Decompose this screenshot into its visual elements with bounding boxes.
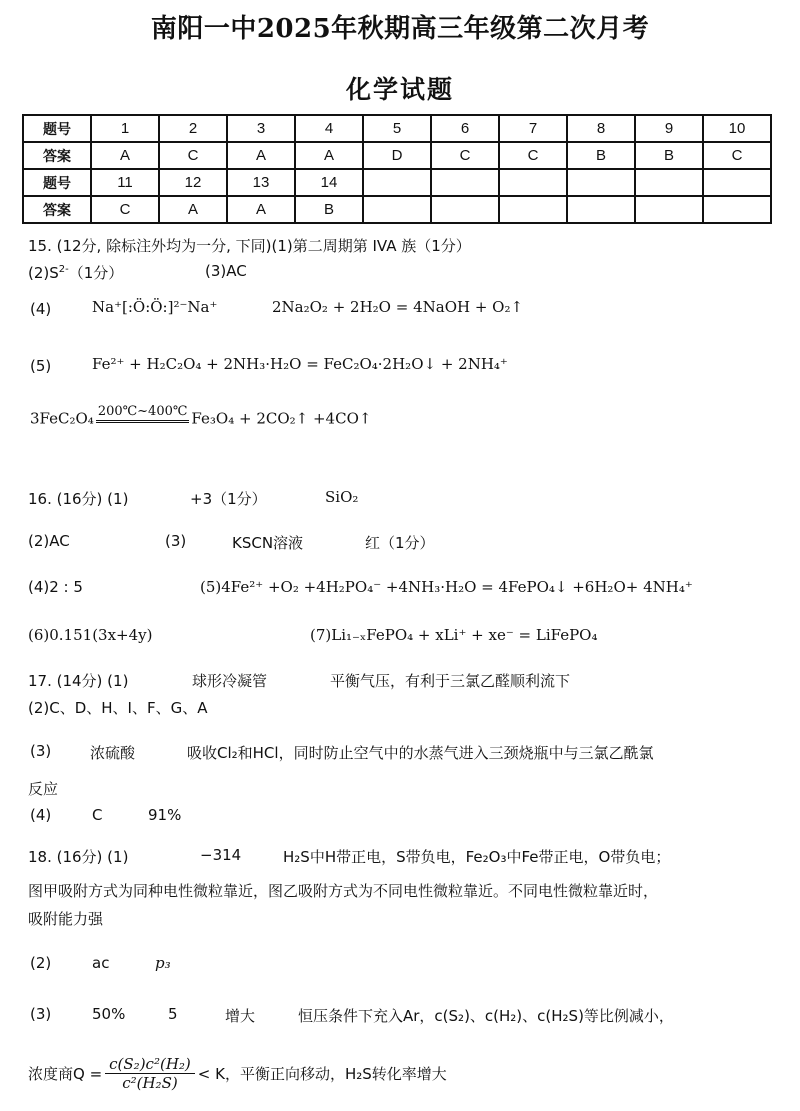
row-header-answer: 答案 bbox=[23, 196, 91, 223]
table-row bbox=[23, 196, 771, 223]
table-cell: A bbox=[159, 196, 227, 223]
q16-part7: (7)Li₁₋ₓFePO₄ + xLi⁺ + xe⁻ = LiFePO₄ bbox=[310, 626, 598, 644]
q17-p4-choice: C bbox=[92, 806, 103, 824]
table-cell bbox=[635, 169, 703, 196]
table-cell bbox=[703, 196, 771, 223]
q16-part5: (5)4Fe²⁺ +O₂ +4H₂PO₄⁻ +4NH₃·H₂O = 4FePO₄↓ +6H₂O+ 4NH₄⁺ bbox=[200, 578, 693, 596]
q17-p1-apparatus: 球形冷凝管 bbox=[192, 672, 268, 690]
q18-p3-percent: 50% bbox=[92, 1005, 126, 1023]
table-cell: 13 bbox=[227, 169, 295, 196]
q17-p4-label: (4) bbox=[30, 806, 52, 824]
table-cell bbox=[567, 196, 635, 223]
q15-p5-equation-1: Fe²⁺ + H₂C₂O₄ + 2NH₃·H₂O = FeC₂O₄·2H₂O↓ + 2NH₄⁺ bbox=[92, 355, 508, 373]
q17-p3-label: (3) bbox=[30, 742, 52, 760]
table-cell: C bbox=[499, 142, 567, 169]
table-row bbox=[23, 142, 771, 169]
q16-header: 16. (16分) (1) bbox=[28, 490, 129, 508]
table-cell: 10 bbox=[703, 115, 771, 142]
table-cell bbox=[635, 196, 703, 223]
q18-header: 18. (16分) (1) bbox=[28, 848, 129, 866]
q18-p2-value: ac bbox=[92, 954, 110, 972]
table-cell: C bbox=[431, 142, 499, 169]
table-cell: 3 bbox=[227, 115, 295, 142]
table-cell: 6 bbox=[431, 115, 499, 142]
table-cell bbox=[363, 196, 431, 223]
q15-p2-label: (2) bbox=[28, 264, 50, 282]
answer-table bbox=[22, 114, 772, 224]
page-subtitle: 化学试题 bbox=[345, 75, 454, 104]
q18-p1-line3: 吸附能力强 bbox=[28, 910, 104, 928]
table-cell: A bbox=[227, 142, 295, 169]
table-cell: 5 bbox=[363, 115, 431, 142]
table-cell bbox=[499, 169, 567, 196]
q18-p1-text: H₂S中H带正电，S带负电，Fe₂O₃中Fe带正电，O带负电； bbox=[283, 848, 671, 866]
q16-part2: (2)AC bbox=[28, 532, 70, 550]
table-cell: C bbox=[159, 142, 227, 169]
concentration-quotient-fraction bbox=[105, 1055, 195, 1092]
q15-p4-lewis: Na⁺[:Ö:Ö:]²⁻Na⁺ bbox=[92, 298, 218, 316]
row-header-question: 题号 bbox=[23, 169, 91, 196]
table-row bbox=[23, 115, 771, 142]
q18-p1-value: −314 bbox=[200, 846, 242, 864]
q18-p2-label: (2) bbox=[30, 954, 52, 972]
table-cell: A bbox=[227, 196, 295, 223]
table-cell bbox=[703, 169, 771, 196]
table-cell: A bbox=[91, 142, 159, 169]
q15-p4-equation: 2Na₂O₂ + 2H₂O = 4NaOH + O₂↑ bbox=[272, 298, 524, 316]
fraction-numerator: c(S₂)c²(H₂) bbox=[105, 1055, 195, 1074]
table-cell: C bbox=[703, 142, 771, 169]
q15-p2-ion: S bbox=[49, 264, 59, 282]
q16-p1-sio2: SiO₂ bbox=[325, 488, 359, 506]
q15-part2 bbox=[28, 262, 123, 283]
q15-p5-equation-2 bbox=[30, 404, 371, 433]
q16-part6: (6)0.151(3x+4y) bbox=[28, 626, 153, 644]
q18-p1-line2: 图甲吸附方式为同种电性微粒靠近，图乙吸附方式为不同电性微粒靠近。不同电性微粒靠近时， bbox=[28, 882, 659, 900]
q18-p3-label: (3) bbox=[30, 1005, 52, 1023]
q17-p4-percent: 91% bbox=[148, 806, 182, 824]
table-cell: 2 bbox=[159, 115, 227, 142]
q18-p3-quotient bbox=[28, 1055, 447, 1092]
table-row bbox=[23, 169, 771, 196]
table-cell: 1 bbox=[91, 115, 159, 142]
q15-header: 15. (12分, 除标注外均为一分, 下同)(1)第二周期第 IVA 族（1分） bbox=[28, 237, 471, 255]
table-cell: B bbox=[635, 142, 703, 169]
table-cell: 14 bbox=[295, 169, 363, 196]
table-cell bbox=[431, 169, 499, 196]
q15-p5-label: (5) bbox=[30, 357, 52, 375]
q18-q-tail: < K，平衡正向移动，H₂S转化率增大 bbox=[197, 1065, 447, 1083]
q17-part2: (2)C、D、H、I、F、G、A bbox=[28, 699, 208, 717]
table-cell: 7 bbox=[499, 115, 567, 142]
q18-p3-k: 5 bbox=[168, 1005, 178, 1023]
table-cell: 11 bbox=[91, 169, 159, 196]
table-cell bbox=[499, 196, 567, 223]
q16-p3-label: (3) bbox=[165, 532, 187, 550]
table-cell: D bbox=[363, 142, 431, 169]
q15-p5-eq2-right: Fe₃O₄ + 2CO₂↑ +4CO↑ bbox=[191, 409, 372, 428]
page-title: 南阳一中2025年秋期高三年级第二次月考 bbox=[150, 14, 650, 44]
q15-p2-charge: 2- bbox=[58, 264, 69, 275]
q16-p3-color: 红（1分） bbox=[365, 534, 435, 552]
reaction-condition bbox=[96, 404, 190, 433]
q16-part4: (4)2 : 5 bbox=[28, 578, 83, 596]
q17-p1-reason: 平衡气压，有利于三氯乙醛顺利流下 bbox=[330, 672, 571, 690]
table-cell: 12 bbox=[159, 169, 227, 196]
table-cell bbox=[363, 169, 431, 196]
q17-header: 17. (14分) (1) bbox=[28, 672, 129, 690]
q15-p2-score: （1分） bbox=[68, 264, 124, 282]
table-cell bbox=[431, 196, 499, 223]
table-cell: B bbox=[295, 196, 363, 223]
q16-p1-value: +3（1分） bbox=[190, 490, 267, 508]
q17-p3-reagent: 浓硫酸 bbox=[90, 744, 136, 762]
fraction-denominator: c²(H₂S) bbox=[122, 1074, 178, 1092]
q15-p5-eq2-left: 3FeC₂O₄ bbox=[30, 409, 94, 428]
table-cell: B bbox=[567, 142, 635, 169]
q15-part3: (3)AC bbox=[205, 262, 247, 280]
table-cell: 8 bbox=[567, 115, 635, 142]
q18-p3-reason: 恒压条件下充入Ar，c(S₂)、c(H₂)、c(H₂S)等比例减小， bbox=[298, 1007, 674, 1025]
table-cell: A bbox=[295, 142, 363, 169]
table-cell: 4 bbox=[295, 115, 363, 142]
table-cell: C bbox=[91, 196, 159, 223]
q18-p3-trend: 增大 bbox=[225, 1007, 256, 1025]
table-cell bbox=[567, 169, 635, 196]
table-cell: 9 bbox=[635, 115, 703, 142]
q16-p3-reagent: KSCN溶液 bbox=[232, 534, 304, 552]
reaction-condition-text: 200℃~400℃ bbox=[96, 404, 190, 423]
q15-p4-label: (4) bbox=[30, 300, 52, 318]
q17-p3-continued: 反应 bbox=[28, 780, 59, 798]
q17-p3-reason: 吸收Cl₂和HCl，同时防止空气中的水蒸气进入三颈烧瓶中与三氯乙酰氯 bbox=[187, 744, 654, 762]
row-header-answer: 答案 bbox=[23, 142, 91, 169]
q18-p2-pressure: p₃ bbox=[155, 954, 171, 972]
row-header-question: 题号 bbox=[23, 115, 91, 142]
q18-q-label: 浓度商Q = bbox=[28, 1065, 103, 1083]
